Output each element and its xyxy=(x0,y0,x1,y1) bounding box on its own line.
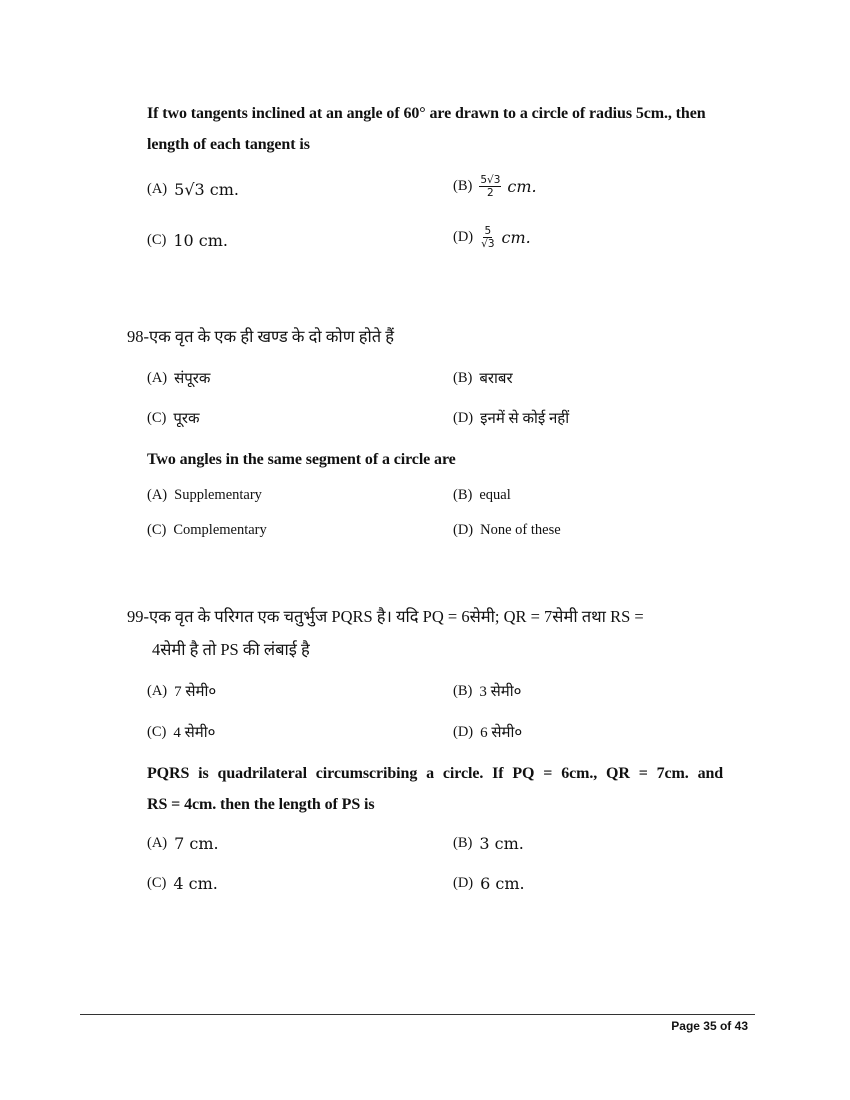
q97-option-a[interactable] xyxy=(147,180,239,199)
option-value: 6 cm. xyxy=(480,874,525,893)
option-value: 3 cm. xyxy=(479,834,524,853)
q98-english-option-b[interactable] xyxy=(453,487,511,504)
q97-option-c[interactable] xyxy=(147,231,228,250)
q98-hindi-option-c[interactable] xyxy=(147,408,200,428)
option-label: (B) xyxy=(453,487,473,503)
option-label: (A) xyxy=(147,487,168,503)
option-value: 4 सेमी० xyxy=(173,725,216,741)
fraction xyxy=(479,174,501,199)
q98-english-question: Two angles in the same segment of a circle are xyxy=(147,451,456,468)
option-label: (B) xyxy=(453,178,473,194)
fraction-denominator: 2 xyxy=(487,187,494,199)
option-label: (C) xyxy=(147,522,167,538)
option-value: 3 सेमी० xyxy=(479,684,522,700)
q99-english-option-d[interactable] xyxy=(453,874,525,893)
option-value: 7 cm. xyxy=(174,834,219,853)
q97-option-d[interactable] xyxy=(453,225,531,250)
option-value: इनमें से कोई नहीं xyxy=(480,411,570,427)
q99-english-option-b[interactable] xyxy=(453,834,524,853)
option-label: (A) xyxy=(147,835,168,851)
page-number: Page 35 of 43 xyxy=(671,1019,748,1033)
option-label: (C) xyxy=(147,875,167,891)
q99-hindi-line2: 4सेमी है तो PS की लंबाई है xyxy=(152,640,310,659)
option-label: (C) xyxy=(147,232,167,248)
fraction-denominator: √3 xyxy=(481,238,495,250)
q98-hindi-question: 98-एक वृत के एक ही खण्ड के दो कोण होते हैं xyxy=(127,327,395,346)
option-value: Complementary xyxy=(173,522,267,538)
option-unit: cm. xyxy=(507,177,537,196)
q98-english-option-c[interactable] xyxy=(147,522,267,539)
option-value: equal xyxy=(479,487,511,503)
option-label: (A) xyxy=(147,181,168,197)
fraction-numerator: 5√3 xyxy=(480,174,501,186)
option-label: (D) xyxy=(453,723,474,740)
q99-english-line2: RS = 4cm. then the length of PS is xyxy=(147,796,375,813)
q98-english-option-a[interactable] xyxy=(147,487,262,504)
q99-hindi-line1: 99-एक वृत के परिगत एक चतुर्भुज PQRS है। यदि PQ = 6सेमी; QR = 7सेमी तथा RS = xyxy=(127,607,644,626)
option-label: (B) xyxy=(453,835,473,851)
q97-text-line1: If two tangents inclined at an angle of 60° are drawn to a circle of radius 5cm., then xyxy=(147,105,706,122)
option-label: (D) xyxy=(453,229,474,245)
q99-hindi-option-d[interactable] xyxy=(453,722,522,742)
option-value: 6 सेमी० xyxy=(480,725,523,741)
option-label: (A) xyxy=(147,682,168,699)
q98-hindi-option-a[interactable] xyxy=(147,368,210,388)
q99-english-option-c[interactable] xyxy=(147,874,218,893)
q99-hindi-option-b[interactable] xyxy=(453,681,521,701)
q99-hindi-option-a[interactable] xyxy=(147,681,216,701)
option-value: संपूरक xyxy=(174,371,211,387)
q98-english-option-d[interactable] xyxy=(453,522,561,539)
option-value: None of these xyxy=(480,522,561,538)
option-label: (D) xyxy=(453,522,474,538)
footer-divider xyxy=(80,1014,755,1015)
option-value: बराबर xyxy=(479,371,513,387)
option-label: (B) xyxy=(453,369,473,386)
q99-hindi-option-c[interactable] xyxy=(147,722,215,742)
fraction-numerator: 5 xyxy=(484,225,492,237)
option-value: 4 cm. xyxy=(173,874,218,893)
q97-option-b[interactable] xyxy=(453,174,537,199)
option-label: (D) xyxy=(453,875,474,891)
q99-english-option-a[interactable] xyxy=(147,834,219,853)
option-value: 5√3 cm. xyxy=(174,180,239,199)
option-label: (A) xyxy=(147,369,168,386)
q98-hindi-option-d[interactable] xyxy=(453,408,569,428)
option-value: Supplementary xyxy=(174,487,262,503)
option-label: (B) xyxy=(453,682,473,699)
fraction xyxy=(480,225,495,250)
q99-english-line1: PQRS is quadrilateral circumscribing a circle. If PQ = 6cm., QR = 7cm. and xyxy=(147,765,724,782)
option-label: (C) xyxy=(147,409,167,426)
option-value: 10 cm. xyxy=(173,231,229,250)
q97-text-line2: length of each tangent is xyxy=(147,136,310,153)
q98-hindi-option-b[interactable] xyxy=(453,368,513,388)
option-unit: cm. xyxy=(501,228,531,247)
option-label: (D) xyxy=(453,409,474,426)
option-label: (C) xyxy=(147,723,167,740)
option-value: पूरक xyxy=(173,411,200,427)
option-value: 7 सेमी० xyxy=(174,684,217,700)
